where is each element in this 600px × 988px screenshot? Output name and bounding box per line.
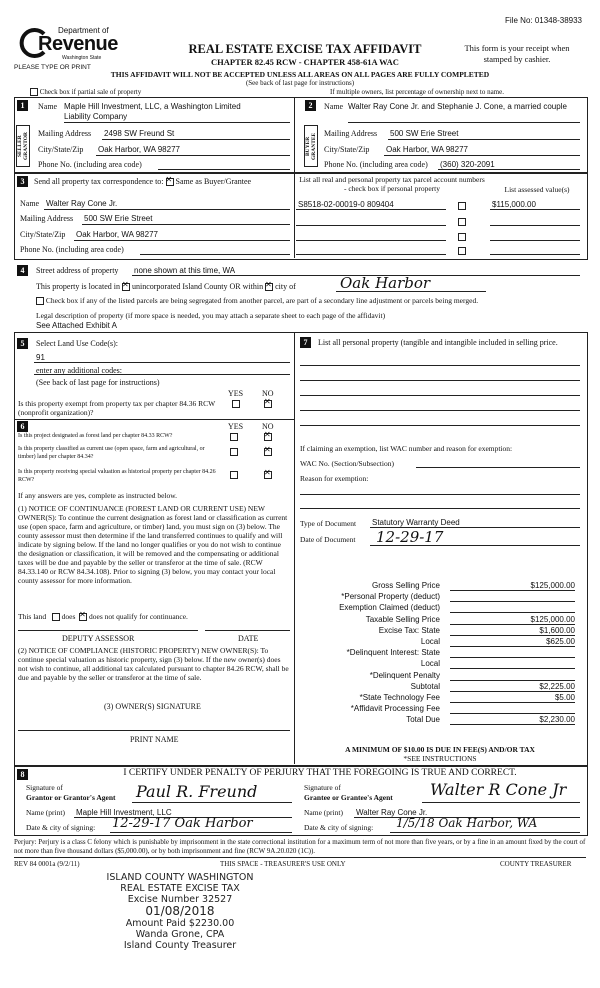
fee-value[interactable]: $625.00 [450,637,575,647]
parcel-number[interactable]: S8518-02-00019-0 809404 [298,200,394,209]
fee-value[interactable] [450,704,575,714]
current-use-question: Is this property classified as current use (open space, farm and agricultural, or timber) land per chapter 84.34? [18,446,205,460]
seller-address[interactable]: 2498 SW Freund St [104,129,175,138]
buyer-address[interactable]: 500 SW Erie Street [390,129,459,138]
segregated-checkbox[interactable] [36,297,44,305]
seller-city-label: City/State/Zip [38,145,84,154]
buyer-phone[interactable]: (360) 320-2091 [440,160,495,169]
grantee-name[interactable]: Walter Ray Cone Jr. [356,808,428,817]
please-type: PLEASE TYPE OR PRINT [14,64,91,71]
wac-input[interactable] [416,467,580,468]
deputy-date-label: DATE [238,634,259,643]
perjury-notice: Perjury: Perjury is a class C felony which is punishable by imprisonment in the state correctional institution for a maximum term of not more than five years, or by a fine in an amount fixed by the court of not more than five thousand dollars ($5,000.00), or by both imprisonment and fine (RCW 9A.20.020 (1C)). [14,838,586,855]
form-title: REAL ESTATE EXCISE TAX AFFIDAVIT [188,42,422,56]
reason-label: Reason for exemption: [300,474,369,483]
sec6-no-header: NO [262,422,274,431]
county-treasurer-label: COUNTY TREASURER [500,860,572,868]
corr-city-label: City/State/Zip [20,230,66,239]
personal-property-checkbox-3[interactable] [458,232,466,241]
grantor-agent-label: Grantor or Grantor's Agent [26,793,116,802]
grantee-agent-label: Grantee or Grantee's Agent [304,793,393,802]
personal-property-checkbox-1[interactable] [458,201,466,210]
buyer-name-label: Name [324,102,344,111]
fee-value[interactable] [450,648,575,658]
sec6-yes-header: YES [228,422,244,431]
fee-row [300,648,575,658]
street-address[interactable]: none shown at this time, WA [134,266,236,275]
section-2-badge: 2 [305,100,316,111]
section-7-badge: 7 [300,337,311,348]
fee-label: *Affidavit Processing Fee [350,704,440,714]
parcel-header: List all real and personal property tax parcel account numbers - check box if personal property [299,175,485,193]
stamp-line-4: 01/08/2018 [145,904,215,918]
current-use-yes-checkbox[interactable] [230,447,238,456]
rev-number: REV 84 0001a (9/2/11) [14,860,80,868]
multiple-owners-note: If multiple owners, list percentage of ownership next to name. [330,88,504,96]
located-line: This property is located in ✕ unincorporated Island County OR within ✕ city of [36,282,296,291]
fee-label: Total Due [406,715,440,725]
fee-row [300,603,575,613]
grantee-date-label: Date & city of signing: [304,823,374,832]
assessed-header: List assessed value(s) [504,185,570,194]
fee-row [300,682,575,692]
fee-value[interactable]: $2,230.00 [450,715,575,725]
fee-row [300,715,575,725]
if-yes-note: If any answers are yes, complete as instructed below. [18,491,178,500]
deputy-assessor-label: DEPUTY ASSESSOR [62,634,135,643]
section-8-badge: 8 [17,769,28,780]
fee-row [300,626,575,636]
city-checkbox[interactable] [265,283,273,291]
sec5-no-header: NO [262,389,274,398]
historic-no-checkbox[interactable] [264,470,272,479]
fee-label: Subtotal [410,681,440,691]
fee-label: Local [420,659,440,669]
fee-row [300,671,575,681]
doc-date-label: Date of Document [300,535,356,544]
see-instructions: *SEE INSTRUCTIONS [403,754,477,763]
print-name-label: PRINT NAME [130,735,179,744]
receipt-note: This form is your receipt when stamped by cashier. [464,43,570,64]
partial-sale-label: Check box if partial sale of property [30,88,141,96]
section-1-badge: 1 [17,100,28,111]
grantee-name-label: Name (print) [304,808,343,817]
fee-label: Taxable Selling Price [365,614,440,624]
fee-row [300,592,575,602]
fee-row [300,637,575,647]
fee-label: Gross Selling Price [371,581,440,590]
does-qualify-checkbox[interactable] [52,613,60,621]
doc-date[interactable]: 12-29-17 [376,528,444,546]
buyer-side-label: BUYER GRANTEE [304,125,318,167]
historic-yes-checkbox[interactable] [230,470,238,479]
exempt-question: Is this property exempt from property tax per chapter 84.36 RCW (nonprofit organization)? [18,399,216,417]
fee-value[interactable]: $125,000.00 [450,615,575,625]
fee-value[interactable] [450,659,575,669]
unincorporated-checkbox[interactable] [122,283,130,291]
corr-name[interactable]: Walter Ray Cone Jr. [46,199,118,208]
certify-text: I CERTIFY UNDER PENALTY OF PERJURY THAT THE FOREGOING IS TRUE AND CORRECT. [123,768,517,778]
fee-value[interactable] [450,592,575,602]
personal-property-checkbox-4[interactable] [458,246,466,255]
fee-row [300,615,575,625]
section-5-badge: 5 [17,338,28,349]
fee-value[interactable]: $1,600.00 [450,626,575,636]
corr-name-label: Name [20,199,40,208]
segregated-line: Check box if any of the listed parcels are being segregated from another parcel, are part of a secondary line adjustment or parcels being merged. [36,296,478,305]
section-4-badge: 4 [17,265,28,276]
forest-question: Is this project designated as forest land per chapter 84.33 RCW? [18,433,173,439]
exemption-intro: If claiming an exemption, list WAC number and reason for exemption: [300,444,513,453]
see-back-note: (See back of last page for instructions) [245,79,355,87]
exempt-yes-checkbox[interactable] [232,399,240,408]
city-handwritten[interactable]: Oak Harbor [340,274,431,292]
file-number: File No: 01348-38933 [505,16,582,25]
fee-row [300,704,575,714]
seller-phone-label: Phone No. (including area code) [38,160,142,169]
stamp-line-5: Amount Paid $2230.00 [125,918,235,929]
forest-yes-checkbox[interactable] [230,432,238,441]
corr-city[interactable]: Oak Harbor, WA 98277 [76,230,158,239]
land-use-instructions: (See back of last page for instructions) [36,378,160,387]
corr-address[interactable]: 500 SW Erie Street [84,214,153,223]
street-label: Street address of property [36,266,119,275]
grantee-date[interactable]: 1/5/18 Oak Harbor, WA [396,816,538,830]
stamp-line-7: Island County Treasurer [123,940,237,951]
minimum-fee-note: A MINIMUM OF $10.00 IS DUE IN FEE(S) AND/OR TAX [345,745,535,754]
logo-word: Revenue [38,33,118,55]
assessed-value[interactable]: $115,000.00 [492,200,536,209]
grantor-sig-label: Signature of [26,783,63,792]
fee-row [300,659,575,669]
doc-type-label: Type of Document [300,519,357,528]
logo-line3: Washington State [62,55,102,61]
wac-label: WAC No. (Section/Subsection) [300,459,394,468]
grantor-date[interactable]: 12-29-17 Oak Harbor [112,816,253,831]
additional-codes-label: enter any additional codes: [36,366,122,375]
seller-name[interactable]: Maple Hill Investment, LLC, a Washington Limited Liability Company [64,102,241,121]
fee-label: *Delinquent Interest: State [346,648,440,658]
fee-label: Exemption Claimed (deduct) [339,603,440,613]
partial-sale-checkbox[interactable] [30,88,38,96]
sec5-yes-header: YES [228,389,244,398]
warning-text: THIS AFFIDAVIT WILL NOT BE ACCEPTED UNLESS ALL AREAS ON ALL PAGES ARE FULLY COMPLETED [110,70,490,79]
land-use-label: Select Land Use Code(s): [36,339,118,348]
correspondence-header: Send all property tax correspondence to: ✕ Same as Buyer/Grantee [34,177,251,186]
grantor-name-label: Name (print) [26,808,65,817]
land-use-code[interactable]: 91 [36,353,45,362]
seller-city[interactable]: Oak Harbor, WA 98277 [98,145,180,154]
fee-value[interactable]: $2,225.00 [450,682,575,692]
buyer-city-label: City/State/Zip [324,145,370,154]
buyer-city[interactable]: Oak Harbor, WA 98277 [386,145,468,154]
same-as-buyer-checkbox[interactable] [166,178,174,186]
personal-property-checkbox-2[interactable] [458,217,466,226]
personal-property-header: List all personal property (tangible and intangible included in selling price. [318,338,558,347]
grantee-sig-label: Signature of [304,783,341,792]
doc-type[interactable]: Statutory Warranty Deed [372,518,460,527]
grantor-date-label: Date & city of signing: [26,823,96,832]
owner-signature-label: (3) OWNER(S) SIGNATURE [104,702,201,711]
forest-no-checkbox[interactable] [264,432,272,441]
grantee-signature[interactable]: Walter R Cone Jr [430,780,567,799]
grantor-name[interactable]: Maple Hill Investment, LLC [76,808,172,817]
fee-label: Local [420,637,440,646]
seller-address-label: Mailing Address [38,129,92,138]
fee-row [300,581,575,591]
section-3-badge: 3 [17,176,28,187]
section-6-badge: 6 [17,421,28,432]
treasurer-space-label: THIS SPACE - TREASURER'S USE ONLY [220,860,346,868]
buyer-name[interactable]: Walter Ray Cone Jr. and Stephanie J. Cone, a married couple [348,102,567,111]
corr-phone-label: Phone No. (including area code) [20,245,124,254]
grantor-signature[interactable]: Paul R. Freund [136,782,258,801]
legal-description-value[interactable]: See Attached Exhibit A [36,321,117,330]
fee-value[interactable] [450,603,575,613]
logo-line1: Department of [58,26,109,35]
seller-side-label: SELLER GRANTOR [16,125,30,167]
corr-address-label: Mailing Address [20,214,74,223]
fee-value[interactable]: $125,000.00 [450,581,575,591]
stamp-line-1: ISLAND COUNTY WASHINGTON [106,872,254,883]
treasurer-stamp [100,872,260,951]
buyer-address-label: Mailing Address [324,129,378,138]
fee-label: *State Technology Fee [359,693,440,702]
buyer-phone-label: Phone No. (including area code) [324,160,428,169]
legal-description-label: Legal description of property (if more space is needed, you may attach a separate sheet to each page of the affidavit) [36,311,386,320]
fee-row [300,693,575,703]
current-use-no-checkbox[interactable] [264,447,272,456]
stamp-line-3: Excise Number 32527 [127,894,233,905]
fee-value[interactable] [450,671,575,681]
fee-label: Excise Tax: State [378,625,440,635]
this-land-line: This land does ✕ does not qualify for continuance. [18,612,188,621]
seller-name-label: Name [38,102,58,111]
fee-value[interactable]: $5.00 [450,693,575,703]
dor-logo [18,24,118,66]
historic-question: Is this property receiving special valuation as historical property per chapter 84.26 RCW? [18,469,216,483]
does-not-qualify-checkbox[interactable] [79,613,87,621]
form-subtitle: CHAPTER 82.45 RCW - CHAPTER 458-61A WAC [211,57,399,67]
fee-label: *Personal Property (deduct) [341,592,440,602]
exempt-no-checkbox[interactable] [264,399,272,408]
notice-of-compliance: (2) NOTICE OF COMPLIANCE (HISTORIC PROPERTY) NEW OWNER(S): To continue special valuation as historic property, sign (3) below. If the new owner(s) does not wish to continue, all additional tax calculated pursuant to chapter 84.26 RCW, shall be due and payable by the seller or transferor at the time of sale. [18,646,289,682]
fee-label: *Delinquent Penalty [369,670,440,680]
stamp-line-6: Wanda Grone, CPA [135,929,225,940]
notice-of-continuance: (1) NOTICE OF CONTINUANCE (FOREST LAND OR CURRENT USE) NEW OWNER(S): To continue the current designation as forest land or classification as current use (open space, farm and agriculture, or timber) land, you must sign on (3) below. The county assessor must then determine if the land transferred continues to qualify and will indicate by signing below. If the land no longer qualifies or you do not wish to continue the designation or classification, it will be removed and the compensating or additional taxes will be due and payable by the seller or transferor at the time of sale. (RCW 84.33.140 or RCW 84.34.108). Prior to signing (3) below, you may contact your local county assessor for more information. [18,504,288,585]
stamp-line-2: REAL ESTATE EXCISE TAX [120,883,240,894]
